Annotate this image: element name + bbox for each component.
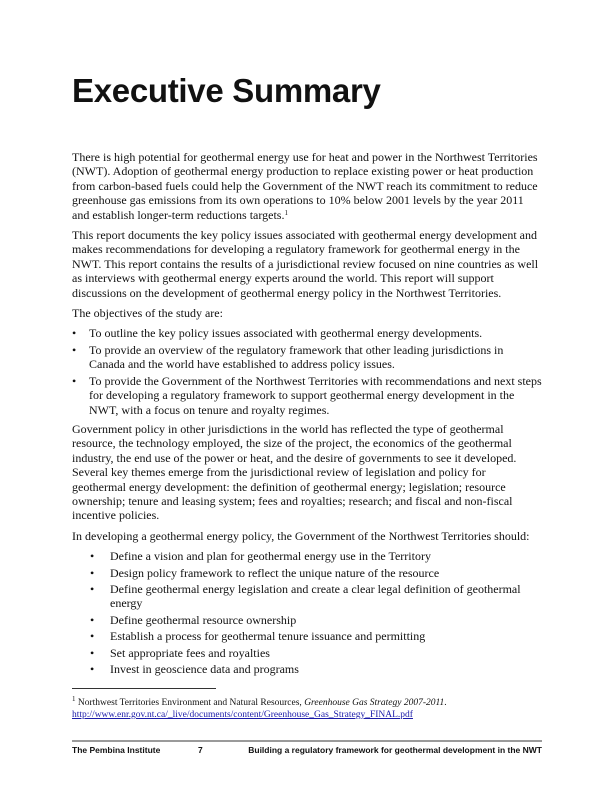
paragraph-intro-text: There is high potential for geothermal energy use for heat and power in the Northwest Territories (NWT). Adoption of geothermal energy production to replace existing power or heat production from carbon-based fuels could help the Government of the NWT reach its commitment to reduce greenhouse gas emissions from its own operations to 10% below 2001 levels by the year 2011 and establish longer-term reductions targets.	[72, 150, 538, 222]
bullet-icon: •	[90, 581, 95, 596]
footer-page-number: 7	[198, 745, 203, 755]
paragraph-intro	[72, 150, 542, 222]
bullet-icon: •	[90, 645, 95, 660]
list-item: • Design policy framework to reflect the unique nature of the resource	[90, 565, 440, 580]
list-item: • Define geothermal energy legislation and create a clear legal definition of geothermal energy	[90, 581, 521, 611]
bullet-icon: •	[90, 629, 95, 644]
objectives-list	[72, 326, 542, 416]
bullet-icon: •	[90, 662, 95, 676]
footer-document-title: Building a regulatory framework for geothermal development in the NWT	[248, 745, 542, 755]
footnote-link[interactable]: http://www.enr.gov.nt.ca/_live/documents/content/Greenhouse_Gas_Strategy_FINAL.pdf	[72, 710, 413, 720]
footnote-source-title: Greenhouse Gas Strategy 2007-2011	[304, 698, 445, 708]
footnote-citation: $^1$ Northwest Territories Environment and Natural Resources, Greenhouse Gas Strategy 2007-2011.	[72, 695, 447, 708]
list-item: • To provide the Government of the Northwest Territories with recommendations and next steps for developing a regulatory framework to support geothermal energy development in the NWT, with a focus on tenure and royalty regimes.	[72, 373, 542, 417]
paragraph-policy-themes: Government policy in other jurisdictions in the world has reflected the type of geothermal resource, the technology employed, the size of the project, the economics of the geothermal industry, the end use of the power or heat, and the desire of governments to see it developed. Several key themes emerge from the jurisdictional review of legislation and policy for geothermal energy development: the definition of geothermal energy; legislation; resource ownership; tenure and leasing system; fees and royalties; research; and fiscal and non-fiscal incentive policies.	[72, 421, 517, 523]
list-item: • Define a vision and plan for geothermal energy use in the Territory	[90, 549, 431, 564]
list-item: • To outline the key policy issues associated with geothermal energy developments.	[72, 326, 483, 341]
bullet-icon: •	[90, 549, 95, 564]
footer-divider	[72, 740, 542, 742]
footnote-ref[interactable]: 1	[284, 208, 288, 217]
footnote-divider	[72, 688, 216, 689]
bullet-icon: •	[90, 565, 95, 580]
paragraph-purpose: This report documents the key policy issues associated with geothermal energy development and makes recommendations for developing a regulatory framework for geothermal energy in the NWT. This report contains the results of a jurisdictional review focused on nine countries as well as interviews with geothermal energy experts around the world. This report will support discussions on the development of geothermal energy policy in the Northwest Territories.	[72, 228, 539, 300]
page-title: Executive Summary	[72, 72, 381, 109]
paragraph-recommendations-intro: In developing a geothermal energy policy, the Government of the Northwest Territories should:	[72, 528, 530, 543]
bullet-icon: •	[72, 326, 77, 341]
footer-organization: The Pembina Institute	[72, 745, 161, 755]
bullet-icon: •	[72, 373, 77, 388]
footnote-number: 1	[72, 695, 76, 703]
recommendations-list	[72, 549, 542, 676]
list-item: • To provide an overview of the regulatory framework that other leading jurisdictions in Canada and the world have established to address policy issues.	[72, 342, 504, 372]
list-item: • Establish a process for geothermal tenure issuance and permitting	[90, 629, 426, 644]
list-item: • Set appropriate fees and royalties	[90, 645, 270, 660]
list-item: • Invest in geoscience data and programs	[90, 662, 299, 676]
bullet-icon: •	[90, 612, 95, 627]
body-text	[72, 150, 542, 678]
paragraph-objectives-intro: The objectives of the study are:	[72, 306, 223, 321]
bullet-icon: •	[72, 342, 77, 357]
footnote	[72, 697, 542, 721]
list-item: • Define geothermal resource ownership	[90, 612, 297, 627]
